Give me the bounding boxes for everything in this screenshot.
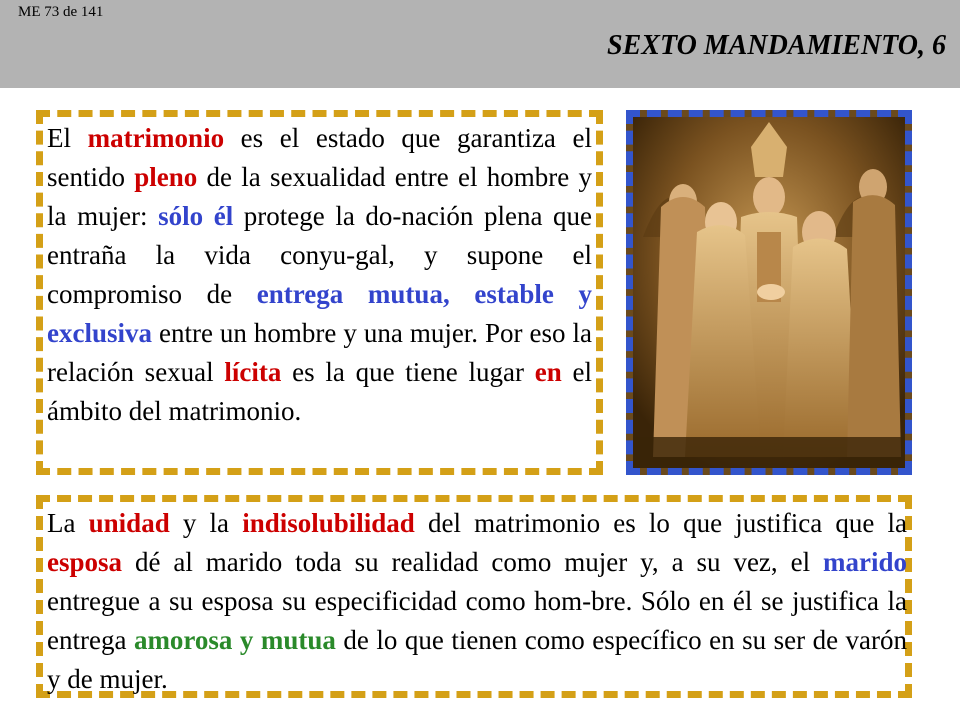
text-run: dé al marido toda su realidad como mujer y, a su vez, el [122,547,823,577]
painting-frame [626,110,912,475]
text-run: y la [169,508,243,538]
highlighted-term: sólo él [158,201,234,231]
paragraph-top [47,119,592,431]
text-run: de lo que tienen como específico en su ser de varón y de mujer. [47,625,908,694]
highlighted-term: lícita [224,357,282,387]
marriage-sculpture-image [633,117,905,468]
text-run: del matrimonio es lo que justifica que la [414,508,907,538]
highlighted-term: pleno [134,162,198,192]
highlighted-term: indisolubilidad [242,508,415,538]
text-run: protege la do-nación plena que entraña la vida conyu-gal, y supone el compromiso de [47,201,592,309]
highlighted-term: matrimonio [87,123,225,153]
page-number: ME 73 de 141 [18,4,104,20]
text-run: La [47,508,89,538]
header-bar [0,0,960,88]
text-run: El [47,123,88,153]
slide-title: SEXTO MANDAMIENTO, 6 [607,30,946,61]
text-run: es el estado que garantiza el sentido [47,123,592,192]
highlighted-term: esposa [47,547,123,577]
highlighted-term: marido [823,547,907,577]
text-run: el ámbito del matrimonio. [47,357,592,426]
highlighted-term: unidad [88,508,170,538]
text-run: entre un hombre y una mujer. Por eso la relación sexual [47,318,592,387]
highlighted-term: entrega mutua, estable y exclusiva [47,279,592,348]
text-run: es la que tiene lugar [281,357,535,387]
paragraph-bottom [47,504,907,699]
text-run: de la sexualidad entre el hombre y la mujer: [47,162,592,231]
text-run: entregue a su esposa su especificidad como hom-bre. Sólo en él se justifica la entrega [47,586,907,655]
highlighted-term: en [534,357,562,387]
highlighted-term: amorosa y mutua [133,625,336,655]
